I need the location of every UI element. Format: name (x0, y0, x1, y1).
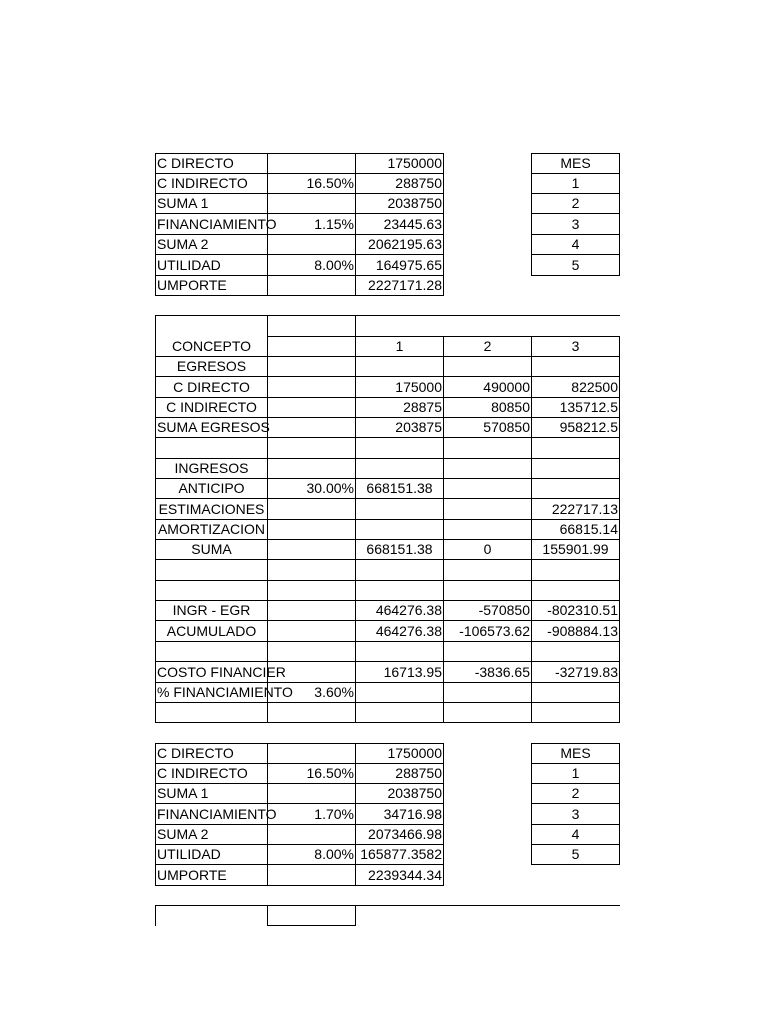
amount-cell: 80850 (491, 399, 530, 415)
mes-item: 5 (571, 257, 580, 273)
row-label: C DIRECTO (157, 155, 234, 171)
row-label: UMPORTE (157, 867, 227, 883)
grid-line (619, 336, 620, 723)
concept-label: INGR - EGR (172, 602, 251, 618)
value-cell: 2227171.28 (368, 277, 442, 293)
amount-cell: 464276.38 (375, 623, 442, 639)
percent-cell: 8.00% (314, 846, 354, 862)
grid-line (355, 905, 356, 926)
amount-cell: -802310.51 (547, 602, 618, 618)
amount-cell: 135712.5 (559, 399, 618, 415)
value-cell: 2038750 (387, 785, 442, 801)
concept-label: SUMA EGRESOS (157, 419, 270, 435)
grid-line (619, 743, 620, 865)
mes-item: 1 (571, 765, 580, 781)
amount-cell: -570850 (478, 602, 530, 618)
row-label: UMPORTE (157, 277, 227, 293)
concept-label: ACUMULADO (166, 623, 257, 639)
grid-line (155, 722, 620, 723)
concepto-header: CONCEPTO (171, 338, 252, 354)
concept-label: AMORTIZACION (157, 521, 266, 537)
concept-label: C DIRECTO (173, 379, 250, 395)
row-label: C DIRECTO (157, 745, 234, 761)
concept-label: ESTIMACIONES (158, 501, 265, 517)
grid-line (155, 885, 444, 886)
grid-line (155, 641, 620, 642)
mes-item: 4 (571, 826, 580, 842)
amount-cell: -908884.13 (547, 623, 618, 639)
amount-cell (444, 520, 531, 539)
percent-cell (268, 276, 355, 295)
amount-cell: 490000 (483, 379, 530, 395)
mes-item: 2 (571, 195, 580, 211)
grid-line (531, 864, 620, 865)
value-cell: 2073466.98 (368, 826, 442, 842)
grid-line (155, 905, 620, 906)
concept-label: % FINANCIAMIENTO (157, 684, 293, 700)
amount-cell: 175000 (395, 379, 442, 395)
egresos-title: EGRESOS (176, 358, 247, 374)
grid-line (155, 315, 620, 316)
mes-item: 5 (571, 846, 580, 862)
concept-label: ANTICIPO (178, 480, 245, 496)
value-cell: 2062195.63 (368, 236, 442, 252)
amount-cell: 668151.38 (366, 541, 433, 557)
percent-cell (268, 194, 355, 213)
value-cell: 34716.98 (383, 806, 442, 822)
grid-line (267, 336, 356, 337)
grid-line (531, 275, 620, 276)
row-label: SUMA 1 (157, 195, 209, 211)
amount-cell: -106573.62 (459, 623, 530, 639)
mes-header: MES (560, 155, 591, 171)
mes-item: 2 (571, 785, 580, 801)
percent-cell: 30.00% (306, 480, 354, 496)
amount-cell (532, 479, 619, 498)
percent-cell: 1.70% (314, 806, 354, 822)
amount-cell: 668151.38 (366, 480, 433, 496)
amount-cell: 222717.13 (551, 501, 618, 517)
amount-cell: 155901.99 (542, 541, 609, 557)
ingresos-title: INGRESOS (174, 460, 249, 476)
row-label: FINANCIAMIENTO (157, 216, 277, 232)
row-label: SUMA 2 (157, 826, 209, 842)
row-label: UTILIDAD (157, 257, 221, 273)
row-label: SUMA 1 (157, 785, 209, 801)
value-cell: 2239344.34 (368, 867, 442, 883)
percent-cell (268, 865, 355, 885)
amount-cell: -32719.83 (554, 664, 618, 680)
amount-cell: 28875 (403, 399, 442, 415)
mes-item: 1 (571, 175, 580, 191)
value-cell: 288750 (395, 175, 442, 191)
amount-cell (356, 520, 443, 539)
value-cell: 288750 (395, 765, 442, 781)
mes-header: MES (560, 745, 591, 761)
month-header: 3 (571, 338, 580, 354)
concept-label: C INDIRECTO (166, 399, 257, 415)
grid-line (619, 153, 620, 276)
amount-cell (444, 479, 531, 498)
grid-line (155, 702, 620, 703)
mes-item: 3 (571, 806, 580, 822)
value-cell: 1750000 (387, 155, 442, 171)
value-cell: 164975.65 (375, 257, 442, 273)
row-label: UTILIDAD (157, 846, 221, 862)
grid-line (155, 295, 444, 296)
row-label: C INDIRECTO (157, 765, 248, 781)
percent-cell: 1.15% (314, 216, 354, 232)
grid-line (155, 905, 156, 926)
grid-line (155, 437, 620, 438)
percent-cell (268, 154, 355, 173)
grid-line (267, 905, 268, 926)
amount-cell: 958212.5 (559, 419, 618, 435)
grid-line (443, 743, 444, 886)
concept-label: COSTO FINANCIER (157, 664, 286, 680)
amount-cell: 464276.38 (375, 602, 442, 618)
value-cell: 2038750 (387, 195, 442, 211)
row-label: C INDIRECTO (157, 175, 248, 191)
grid-line (443, 153, 444, 296)
percent-cell (268, 825, 355, 844)
amount-cell: 203875 (395, 419, 442, 435)
amount-cell (444, 499, 531, 519)
month-header: 1 (395, 338, 404, 354)
value-cell: 23445.63 (383, 216, 442, 232)
percent-cell: 3.60% (314, 684, 354, 700)
percent-cell: 16.50% (306, 765, 354, 781)
percent-cell (268, 784, 355, 803)
value-cell: 1750000 (387, 745, 442, 761)
value-cell: 165877.3582 (360, 846, 442, 862)
percent-cell (268, 744, 355, 763)
amount-cell: 570850 (483, 419, 530, 435)
grid-line (155, 580, 620, 581)
mes-item: 4 (571, 236, 580, 252)
amount-cell: 66815.14 (559, 521, 618, 537)
percent-cell: 16.50% (306, 175, 354, 191)
amount-cell (356, 499, 443, 519)
concept-label: SUMA (191, 541, 232, 557)
percent-cell (268, 235, 355, 254)
grid-line (155, 559, 620, 560)
grid-line (267, 925, 356, 926)
amount-cell: 0 (483, 541, 492, 557)
amount-cell: 822500 (571, 379, 618, 395)
row-label: FINANCIAMIENTO (157, 806, 277, 822)
month-header: 2 (483, 338, 492, 354)
row-label: SUMA 2 (157, 236, 209, 252)
mes-item: 3 (571, 216, 580, 232)
amount-cell: 16713.95 (383, 664, 442, 680)
amount-cell: -3836.65 (474, 664, 530, 680)
percent-cell: 8.00% (314, 257, 354, 273)
